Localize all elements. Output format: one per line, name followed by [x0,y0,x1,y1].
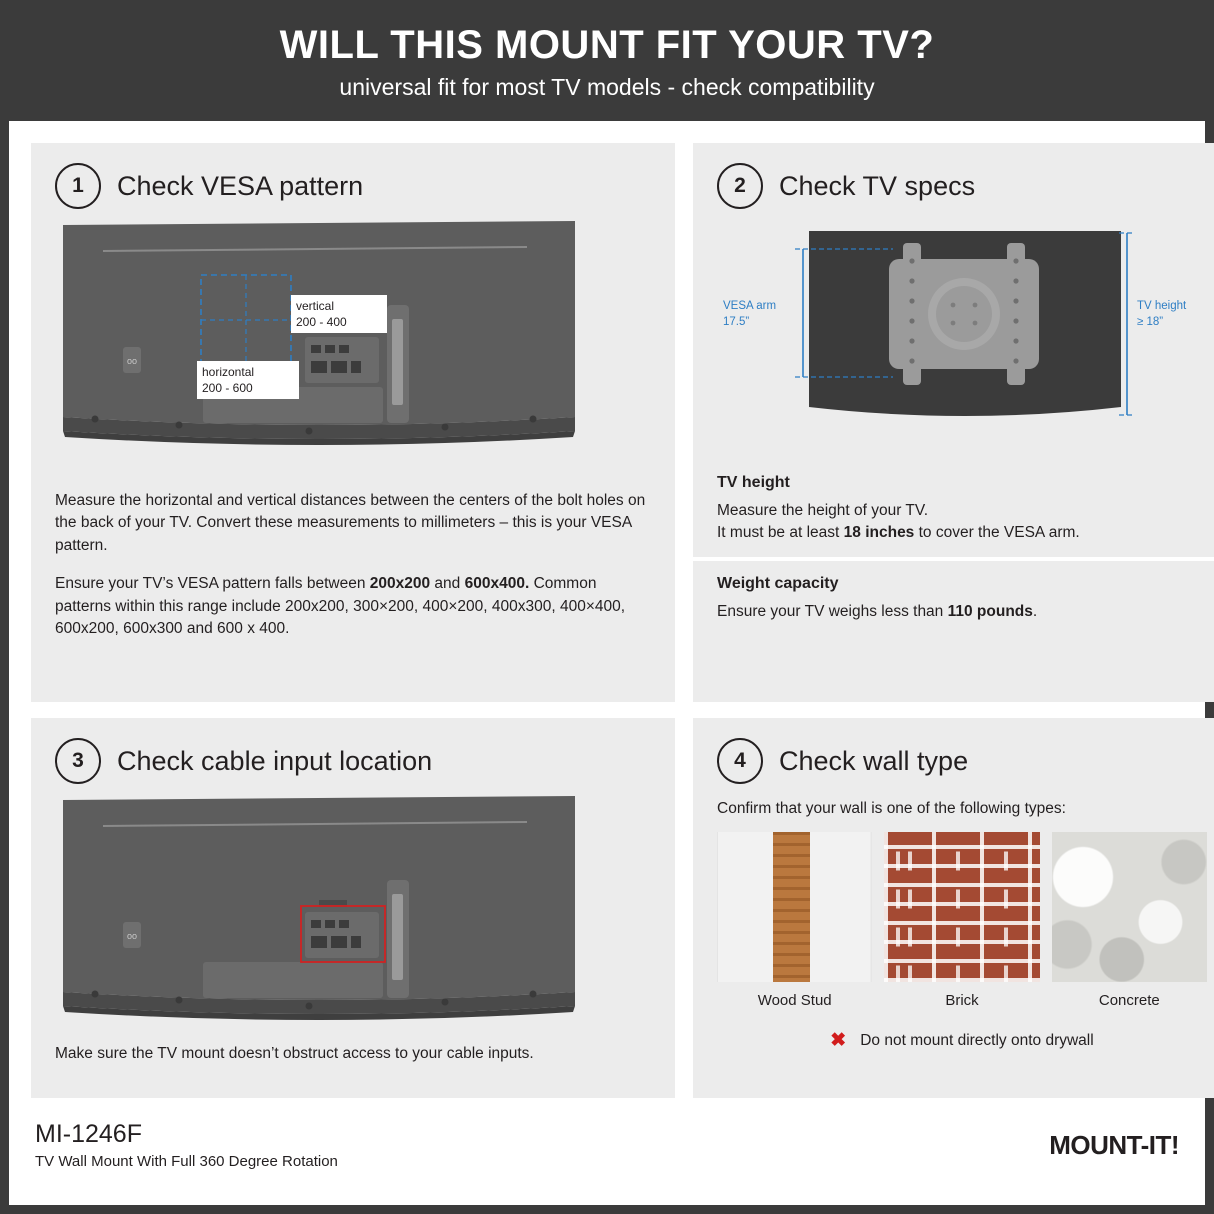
step-1-paragraph-1: Measure the horizontal and vertical distances between the centers of the bolt holes on the back of your TV. Convert these measurements to millimeters – this is your VESA pattern. [55,492,646,554]
wood-stud-swatch [717,832,872,982]
vesa-min: 200x200 [369,575,431,593]
step-1-description [55,490,651,641]
panel-step-1 [31,143,675,702]
weight-limit: 110 pounds [947,602,1033,620]
step-3-number: 3 [55,738,101,784]
step-1-number: 1 [55,163,101,209]
page-title: WILL THIS MOUNT FIT YOUR TV? [279,23,935,67]
vesa-tv-illustration [55,219,651,474]
tv-height-dim-label: TV height [1137,300,1187,312]
step-2-number: 2 [717,163,763,209]
brick-label: Brick [945,992,979,1010]
p2-mid: and [430,575,465,593]
vesa-horizontal-label: horizontal [202,365,255,379]
cable-input-illustration [55,794,651,1029]
vesa-horizontal-value: 200 - 600 [202,381,253,395]
brand-logo: MOUNT-IT! [1049,1129,1179,1160]
panel-step-3 [31,718,675,1098]
tv-specs-illustration [717,219,1207,454]
weight-capacity-heading: Weight capacity [717,574,839,592]
vesa-arm-label: VESA arm [723,300,777,312]
tv-height-line-1: Measure the height of your TV. [717,502,929,519]
step-2-heading [717,163,1207,209]
wall-type-concrete [1052,832,1207,1009]
step-1-paragraph-2 [55,573,651,640]
panel-step-4 [693,718,1214,1098]
tv-height-minimum: 18 inches [843,524,915,542]
vesa-max: 600x400. [464,575,530,593]
wood-stud-label: Wood Stud [757,992,832,1010]
step-3-heading [55,738,651,784]
vesa-arm-value: 17.5” [723,316,750,328]
tv-height-line-2-post: to cover the VESA arm. [914,524,1080,542]
tv-height-dim-value: ≥ 18” [1137,316,1164,328]
wall-type-brick [884,832,1039,1009]
vesa-vertical-label: vertical [296,299,335,313]
vesa-arm-height-svg [717,219,1207,449]
drywall-warning-text: Do not mount directly onto drywall [860,1031,1094,1049]
step-4-title: Check wall type [779,745,969,776]
vesa-vertical-value: 200 - 400 [296,315,347,329]
p2-post: Common patterns within this range include 200x200, 300×200, 400×200, 400x300, 400×400, 600x200, 600x300 and 600 x 400. [55,575,626,638]
x-mark-icon: ✖ [830,1030,847,1052]
tv-height-heading: TV height [717,474,790,491]
drywall-warning [717,1031,1207,1050]
weight-capacity-section [693,561,1214,635]
model-number: MI-1246F [35,1120,142,1148]
weight-line-pre: Ensure your TV weighs less than [717,602,948,620]
tv-back-vesa-svg [55,219,651,469]
weight-line-post: . [1032,602,1038,620]
wall-type-wood-stud [717,832,872,1009]
product-info [35,1120,338,1170]
wall-types-intro: Confirm that your wall is one of the following types: [717,800,1066,817]
svg-text:oo: oo [126,931,138,941]
concrete-label: Concrete [1098,992,1160,1010]
step-1-title: Check VESA pattern [117,170,364,201]
step-3-title: Check cable input location [117,745,433,776]
weight-capacity-body [717,601,1207,623]
tv-back-cable-svg [55,794,651,1024]
wall-type-list [717,832,1207,1009]
concrete-swatch [1052,832,1207,982]
footer [9,1097,1205,1205]
step-3-caption: Make sure the TV mount doesn’t obstruct access to your cable inputs. [55,1045,534,1062]
p2-pre: Ensure your TV’s VESA pattern falls between [55,575,370,593]
model-description: TV Wall Mount With Full 360 Degree Rotation [35,1153,338,1170]
panel-step-2 [693,143,1214,702]
brick-swatch [884,832,1039,982]
tv-height-section [693,460,1214,557]
step-4-number: 4 [717,738,763,784]
steps-grid [9,121,1205,1098]
svg-text:oo: oo [126,356,138,366]
step-4-heading [717,738,1207,784]
header-banner [9,9,1205,121]
tv-height-body [717,500,1207,545]
page-subtitle: universal fit for most TV models - check compatibility [339,74,875,100]
step-1-heading [55,163,651,209]
step-2-title: Check TV specs [779,170,976,201]
tv-height-line-2-pre: It must be at least [717,524,844,542]
